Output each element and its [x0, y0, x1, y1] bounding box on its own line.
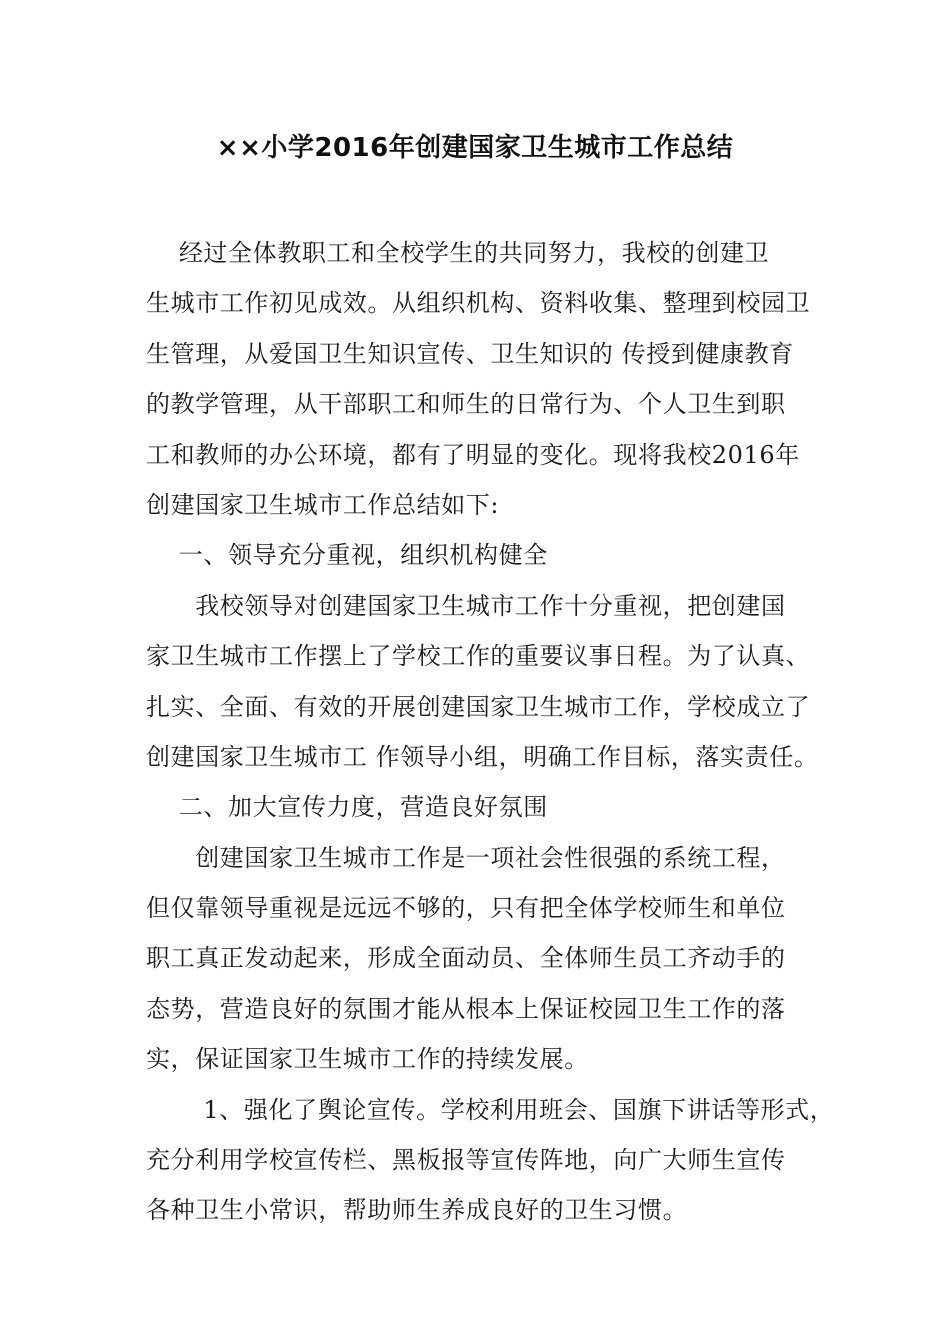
paragraph-line: 但仅靠领导重视是远远不够的，只有把全体学校师生和单位 — [146, 894, 786, 923]
paragraph-line: 1、强化了舆论宣传。学校利用班会、国旗下讲话等形式， — [146, 1095, 835, 1124]
paragraph-line: 充分利用学校宣传栏、黑板报等宣传阵地，向广大师生宣传 — [146, 1146, 786, 1175]
paragraph-line: 创建国家卫生城市工作总结如下: — [146, 490, 500, 519]
section-heading: 二、加大宣传力度，营造良好氛围 — [146, 793, 548, 822]
section-heading: 一、领导充分重视，组织机构健全 — [146, 541, 548, 570]
paragraph-line: 扎实、全面、有效的开展创建国家卫生城市工作，学校成立了 — [146, 692, 811, 721]
paragraph-line: 态势，营造良好的氛围才能从根本上保证校园卫生工作的落 — [146, 994, 786, 1023]
paragraph-line: 工和教师的办公环境，都有了明显的变化。现将我校2016年 — [146, 440, 800, 469]
paragraph-line: 创建国家卫生城市工作是一项社会性很强的系统工程， — [146, 843, 786, 872]
document-title: ××小学2016年创建国家卫生城市工作总结 — [216, 133, 734, 163]
paragraph-line: 创建国家卫生城市工 作领导小组，明确工作目标，落实责任。 — [146, 742, 819, 771]
paragraph-line: 生管理，从爱国卫生知识宣传、卫生知识的 传授到健康教育 — [146, 339, 794, 368]
paragraph-line: 家卫生城市工作摆上了学校工作的重要议事日程。为了认真、 — [146, 642, 811, 671]
paragraph-line: 经过全体教职工和全校学生的共同努力，我校的创建卫 — [146, 239, 770, 267]
document-body — [146, 228, 836, 1236]
paragraph-line: 实，保证国家卫生城市工作的持续发展。 — [146, 1045, 589, 1074]
paragraph-line: 生城市工作初见成效。从组织机构、资料收集、整理到校园卫 — [146, 289, 811, 318]
paragraph-line: 职工真正发动起来，形成全面动员、全体师生员工齐动手的 — [146, 944, 786, 973]
paragraph-line: 各种卫生小常识，帮助师生养成良好的卫生习惯。 — [146, 1196, 688, 1225]
paragraph-line: 的教学管理，从干部职工和师生的日常行为、个人卫生到职 — [146, 390, 786, 419]
paragraph-line: 我校领导对创建国家卫生城市工作十分重视，把创建国 — [146, 591, 786, 620]
